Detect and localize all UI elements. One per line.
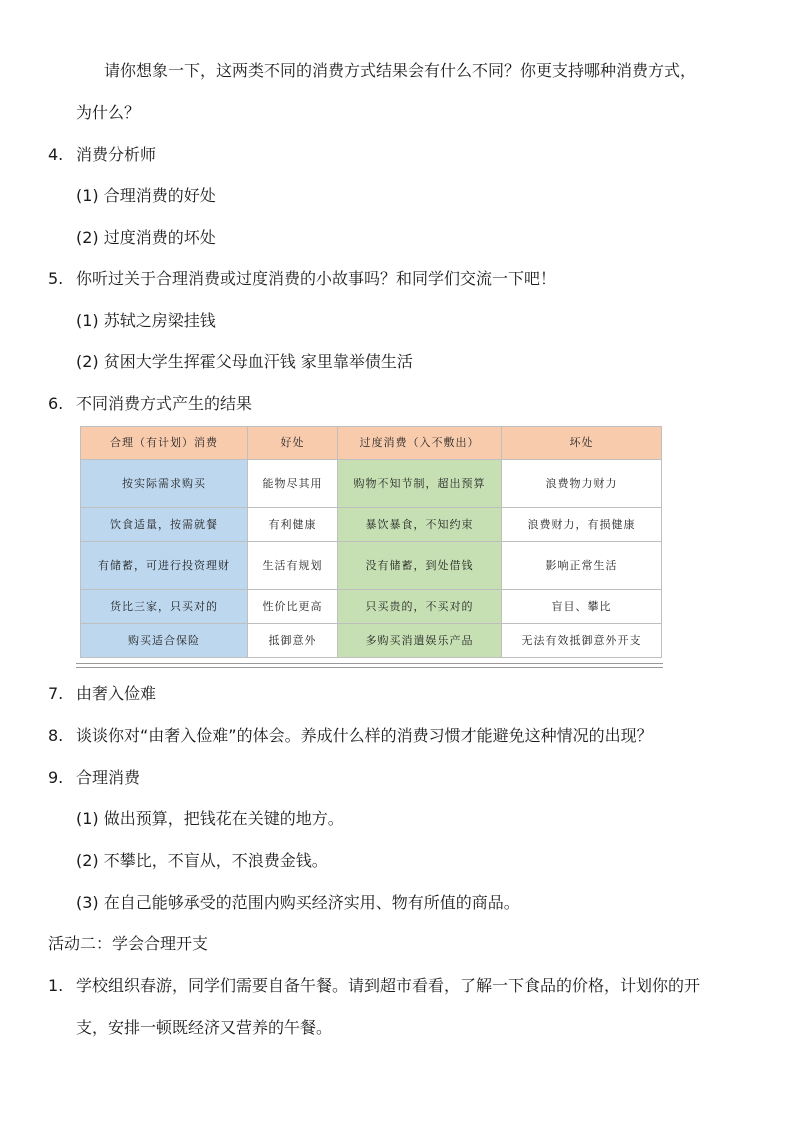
table-cell: 有利健康 — [248, 508, 338, 542]
table-cell: 浪费财力，有损健康 — [502, 508, 662, 542]
intro-line-1: 请你想象一下，这两类不同的消费方式结果会有什么不同？你更支持哪种消费方式， — [104, 61, 697, 80]
table-cell: 有储蓄，可进行投资理财 — [81, 542, 248, 590]
table-row — [81, 460, 662, 508]
item-5-sub-1: (1) 苏轼之房梁挂钱 — [76, 311, 216, 330]
table-row — [81, 624, 662, 658]
table-row — [81, 542, 662, 590]
table-cell: 货比三家，只买对的 — [81, 590, 248, 624]
item-7-number: 7. — [48, 684, 64, 703]
item-5-number: 5. — [48, 269, 64, 288]
activity-2-heading: 活动二：学会合理开支 — [48, 934, 209, 953]
item-4-number: 4. — [48, 145, 64, 164]
item-9-sub-1: (1) 做出预算，把钱花在关键的地方。 — [76, 809, 344, 828]
item-5-sub-2: (2) 贫困大学生挥霍父母血汗钱 家里靠举债生活 — [76, 352, 413, 371]
item-4-sub-2: (2) 过度消费的坏处 — [76, 228, 216, 247]
item-9-sub-3: (3) 在自己能够承受的范围内购买经济实用、物有所值的商品。 — [76, 893, 520, 912]
table-cell: 没有储蓄，到处借钱 — [338, 542, 502, 590]
item-4-title: 消费分析师 — [76, 145, 157, 164]
item-9-sub-2: (2) 不攀比，不盲从，不浪费金钱。 — [76, 851, 328, 870]
table-cell: 无法有效抵御意外开支 — [502, 624, 662, 658]
table-bottom-rule — [76, 663, 663, 668]
item-8-number: 8. — [48, 726, 64, 745]
table-cell: 浪费物力财力 — [502, 460, 662, 508]
item-8-title: 谈谈你对“由奢入俭难”的体会。养成什么样的消费习惯才能避免这种情况的出现？ — [76, 726, 653, 745]
table-cell: 按实际需求购买 — [81, 460, 248, 508]
table-cell: 购物不知节制，超出预算 — [338, 460, 502, 508]
item-5-title: 你听过关于合理消费或过度消费的小故事吗？和同学们交流一下吧！ — [76, 269, 557, 288]
item-6-title: 不同消费方式产生的结果 — [76, 394, 253, 413]
table-cell: 只买贵的，不买对的 — [338, 590, 502, 624]
table-cell: 多购买消遣娱乐产品 — [338, 624, 502, 658]
table-header-cell: 合理（有计划）消费 — [81, 427, 248, 460]
table-header-cell: 过度消费（入不敷出） — [338, 427, 502, 460]
item-4-sub-1: (1) 合理消费的好处 — [76, 186, 216, 205]
table-cell: 能物尽其用 — [248, 460, 338, 508]
item-7-title: 由奢入俭难 — [76, 684, 157, 703]
table-cell: 盲目、攀比 — [502, 590, 662, 624]
activity-item-1-line-1: 学校组织春游，同学们需要自备午餐。请到超市看看，了解一下食品的价格，计划你的开 — [76, 976, 701, 995]
table-row — [81, 590, 662, 624]
table-header-cell: 好处 — [248, 427, 338, 460]
table-cell: 暴饮暴食，不知约束 — [338, 508, 502, 542]
item-9-number: 9. — [48, 768, 64, 787]
table-cell: 抵御意外 — [248, 624, 338, 658]
item-6-number: 6. — [48, 394, 64, 413]
table-cell: 影响正常生活 — [502, 542, 662, 590]
table-header-row — [81, 427, 662, 460]
activity-item-1-line-2: 支，安排一顿既经济又营养的午餐。 — [76, 1018, 333, 1037]
table-cell: 饮食适量，按需就餐 — [81, 508, 248, 542]
consumption-table — [80, 426, 662, 658]
intro-line-2: 为什么？ — [76, 103, 141, 122]
table-cell: 生活有规划 — [248, 542, 338, 590]
table-row — [81, 508, 662, 542]
table-cell: 购买适合保险 — [81, 624, 248, 658]
table-header-cell: 坏处 — [502, 427, 662, 460]
activity-item-1-number: 1. — [48, 976, 64, 995]
item-9-title: 合理消费 — [76, 768, 141, 787]
table-cell: 性价比更高 — [248, 590, 338, 624]
